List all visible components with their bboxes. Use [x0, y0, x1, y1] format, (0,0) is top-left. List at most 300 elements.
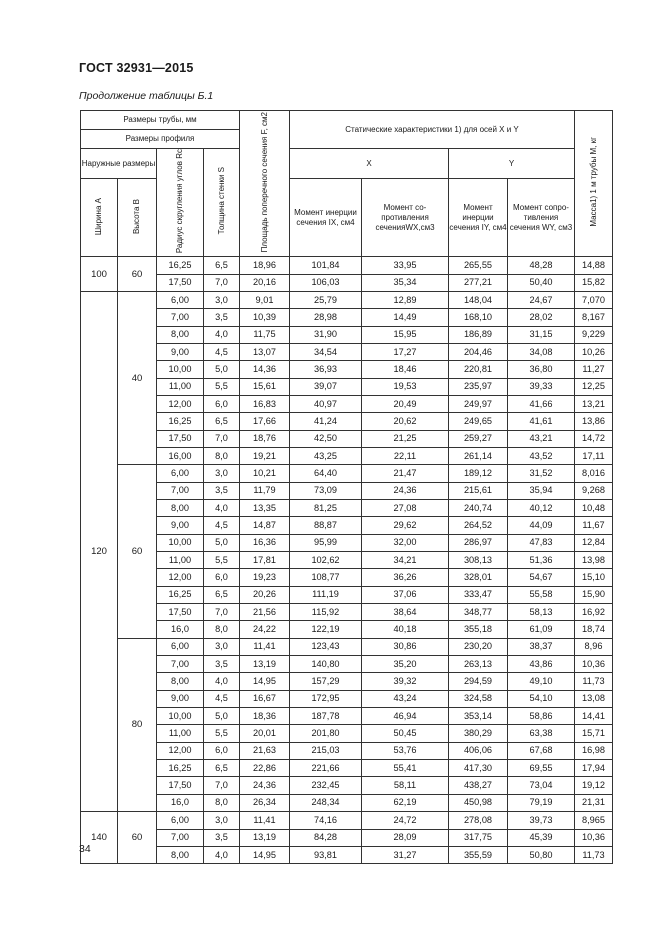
cell-wy: 58,86 — [508, 708, 575, 725]
header-area: Площадь поперечного сечения F, см2 — [240, 111, 290, 257]
cell-ix: 36,93 — [290, 361, 362, 378]
page-number: 34 — [79, 843, 91, 855]
table-row — [81, 586, 613, 603]
cell-mass: 8,965 — [575, 812, 613, 829]
cell-radius: 7,00 — [157, 829, 204, 846]
cell-wy: 34,08 — [508, 343, 575, 360]
header-wy: Момент сопро- тивления сечения WY, см3 — [508, 179, 575, 257]
cell-ix: 39,07 — [290, 378, 362, 395]
table-row — [81, 638, 613, 655]
cell-area: 22,86 — [240, 760, 290, 777]
cell-mass: 11,67 — [575, 517, 613, 534]
cell-area: 16,83 — [240, 395, 290, 412]
cell-mass: 13,98 — [575, 552, 613, 569]
cell-wx: 18,46 — [362, 361, 449, 378]
cell-iy: 168,10 — [449, 309, 508, 326]
cell-mass: 12,25 — [575, 378, 613, 395]
cell-wy: 40,12 — [508, 499, 575, 516]
cell-wy: 43,86 — [508, 656, 575, 673]
cell-radius: 16,0 — [157, 794, 204, 811]
cell-wx: 20,49 — [362, 395, 449, 412]
cell-wall: 5,5 — [204, 552, 240, 569]
cell-wall: 6,0 — [204, 395, 240, 412]
cell-wy: 28,02 — [508, 309, 575, 326]
cell-wy: 43,52 — [508, 447, 575, 464]
cell-area: 13,35 — [240, 499, 290, 516]
table-row — [81, 604, 613, 621]
cell-wy: 47,83 — [508, 534, 575, 551]
cell-area: 18,76 — [240, 430, 290, 447]
header-profile-sizes: Размеры профиля — [81, 130, 240, 149]
cell-ix: 122,19 — [290, 621, 362, 638]
header-iy: Момент инерции сечения IY, см4 — [449, 179, 508, 257]
cell-wx: 37,06 — [362, 586, 449, 603]
cell-width: 100 — [81, 257, 118, 292]
cell-ix: 248,34 — [290, 794, 362, 811]
cell-mass: 14,88 — [575, 257, 613, 274]
cell-ix: 41,24 — [290, 413, 362, 430]
cell-area: 21,63 — [240, 742, 290, 759]
cell-height: 60 — [118, 812, 157, 864]
cell-area: 11,79 — [240, 482, 290, 499]
cell-radius: 16,00 — [157, 447, 204, 464]
cell-mass: 14,41 — [575, 708, 613, 725]
cell-wy: 63,38 — [508, 725, 575, 742]
cell-iy: 215,61 — [449, 482, 508, 499]
cell-ix: 74,16 — [290, 812, 362, 829]
cell-wy: 69,55 — [508, 760, 575, 777]
cell-mass: 9,268 — [575, 482, 613, 499]
cell-area: 20,26 — [240, 586, 290, 603]
cell-wx: 12,89 — [362, 291, 449, 308]
table-row — [81, 395, 613, 412]
cell-area: 14,87 — [240, 517, 290, 534]
table-row — [81, 309, 613, 326]
cell-iy: 450,98 — [449, 794, 508, 811]
cell-area: 11,41 — [240, 638, 290, 655]
cell-mass: 8,016 — [575, 465, 613, 482]
cell-iy: 261,14 — [449, 447, 508, 464]
cell-mass: 10,48 — [575, 499, 613, 516]
cell-iy: 308,13 — [449, 552, 508, 569]
header-outer-sizes: Наружные размеры — [81, 149, 157, 179]
document-standard: ГОСТ 32931—2015 — [79, 61, 194, 75]
table-row — [81, 690, 613, 707]
table-row — [81, 621, 613, 638]
cell-height: 60 — [118, 257, 157, 292]
cell-wall: 7,0 — [204, 604, 240, 621]
cell-ix: 34,54 — [290, 343, 362, 360]
cell-mass: 21,31 — [575, 794, 613, 811]
cell-mass: 11,73 — [575, 846, 613, 863]
cell-ix: 40,97 — [290, 395, 362, 412]
cell-radius: 17,50 — [157, 604, 204, 621]
cell-radius: 10,00 — [157, 534, 204, 551]
table-row — [81, 378, 613, 395]
cell-wall: 4,5 — [204, 343, 240, 360]
cell-wall: 5,5 — [204, 378, 240, 395]
table-row — [81, 326, 613, 343]
header-x-axis: X — [290, 149, 449, 179]
cell-iy: 264,52 — [449, 517, 508, 534]
cell-wy: 48,28 — [508, 257, 575, 274]
table-row — [81, 846, 613, 863]
cell-ix: 232,45 — [290, 777, 362, 794]
cell-height: 60 — [118, 465, 157, 638]
cell-ix: 28,98 — [290, 309, 362, 326]
cell-wx: 53,76 — [362, 742, 449, 759]
cell-area: 17,81 — [240, 552, 290, 569]
cell-wall: 7,0 — [204, 777, 240, 794]
cell-mass: 18,74 — [575, 621, 613, 638]
cell-radius: 6,00 — [157, 638, 204, 655]
cell-wy: 35,94 — [508, 482, 575, 499]
cell-mass: 13,86 — [575, 413, 613, 430]
cell-area: 18,96 — [240, 257, 290, 274]
cell-ix: 43,25 — [290, 447, 362, 464]
cell-area: 10,21 — [240, 465, 290, 482]
cell-radius: 16,0 — [157, 621, 204, 638]
cell-wx: 33,95 — [362, 257, 449, 274]
cell-iy: 278,08 — [449, 812, 508, 829]
cell-radius: 6,00 — [157, 291, 204, 308]
cell-area: 15,61 — [240, 378, 290, 395]
cell-radius: 9,00 — [157, 517, 204, 534]
cell-mass: 11,73 — [575, 673, 613, 690]
table-row — [81, 552, 613, 569]
cell-ix: 88,87 — [290, 517, 362, 534]
cell-iy: 380,29 — [449, 725, 508, 742]
table-row — [81, 361, 613, 378]
cell-wx: 19,53 — [362, 378, 449, 395]
cell-iy: 189,12 — [449, 465, 508, 482]
table-row — [81, 413, 613, 430]
cell-area: 20,01 — [240, 725, 290, 742]
cell-area: 11,41 — [240, 812, 290, 829]
cell-wx: 50,45 — [362, 725, 449, 742]
cell-wall: 5,5 — [204, 725, 240, 742]
cell-radius: 16,25 — [157, 413, 204, 430]
cell-wx: 32,00 — [362, 534, 449, 551]
cell-iy: 328,01 — [449, 569, 508, 586]
cell-radius: 12,00 — [157, 395, 204, 412]
cell-area: 10,39 — [240, 309, 290, 326]
cell-wall: 4,5 — [204, 517, 240, 534]
cell-iy: 294,59 — [449, 673, 508, 690]
cell-wx: 36,26 — [362, 569, 449, 586]
cell-ix: 201,80 — [290, 725, 362, 742]
cell-wy: 31,52 — [508, 465, 575, 482]
cell-ix: 115,92 — [290, 604, 362, 621]
header-static: Статические характеристики 1) для осей X и Y — [290, 111, 575, 149]
cell-wy: 79,19 — [508, 794, 575, 811]
cell-wall: 6,5 — [204, 760, 240, 777]
cell-radius: 12,00 — [157, 569, 204, 586]
cell-mass: 15,90 — [575, 586, 613, 603]
table-row — [81, 708, 613, 725]
table-row — [81, 777, 613, 794]
table-row — [81, 829, 613, 846]
cell-iy: 286,97 — [449, 534, 508, 551]
cell-wy: 39,73 — [508, 812, 575, 829]
cell-wall: 5,0 — [204, 534, 240, 551]
cell-area: 26,34 — [240, 794, 290, 811]
cell-wy: 39,33 — [508, 378, 575, 395]
cell-ix: 108,77 — [290, 569, 362, 586]
cell-mass: 10,36 — [575, 656, 613, 673]
table-row — [81, 760, 613, 777]
cell-wx: 58,11 — [362, 777, 449, 794]
cell-wall: 8,0 — [204, 794, 240, 811]
cell-wy: 55,58 — [508, 586, 575, 603]
cell-wx: 39,32 — [362, 673, 449, 690]
cell-iy: 220,81 — [449, 361, 508, 378]
cell-area: 24,22 — [240, 621, 290, 638]
cell-ix: 81,25 — [290, 499, 362, 516]
cell-iy: 353,14 — [449, 708, 508, 725]
table-row — [81, 447, 613, 464]
header-wall: Толщина стенки S — [204, 149, 240, 257]
cell-area: 24,36 — [240, 777, 290, 794]
cell-mass: 15,82 — [575, 274, 613, 291]
cell-ix: 111,19 — [290, 586, 362, 603]
cell-radius: 17,50 — [157, 430, 204, 447]
cell-ix: 93,81 — [290, 846, 362, 863]
cell-iy: 438,27 — [449, 777, 508, 794]
cell-mass: 15,71 — [575, 725, 613, 742]
table-row — [81, 257, 613, 274]
cell-wall: 7,0 — [204, 274, 240, 291]
cell-mass: 13,08 — [575, 690, 613, 707]
cell-radius: 8,00 — [157, 673, 204, 690]
cell-wx: 24,72 — [362, 812, 449, 829]
header-width: Ширина A — [81, 179, 118, 257]
cell-wall: 3,5 — [204, 482, 240, 499]
cell-wx: 31,27 — [362, 846, 449, 863]
cell-radius: 12,00 — [157, 742, 204, 759]
cell-wx: 34,21 — [362, 552, 449, 569]
cell-area: 14,36 — [240, 361, 290, 378]
cell-wy: 51,36 — [508, 552, 575, 569]
cell-wx: 24,36 — [362, 482, 449, 499]
cell-wall: 6,5 — [204, 257, 240, 274]
cell-wx: 35,20 — [362, 656, 449, 673]
cell-mass: 10,26 — [575, 343, 613, 360]
cell-area: 16,67 — [240, 690, 290, 707]
cell-wx: 21,25 — [362, 430, 449, 447]
cell-iy: 333,47 — [449, 586, 508, 603]
cell-iy: 186,89 — [449, 326, 508, 343]
cell-wy: 41,61 — [508, 413, 575, 430]
cell-mass: 10,36 — [575, 829, 613, 846]
cell-iy: 259,27 — [449, 430, 508, 447]
table-row — [81, 742, 613, 759]
cell-radius: 8,00 — [157, 846, 204, 863]
cell-area: 18,36 — [240, 708, 290, 725]
cell-height: 80 — [118, 638, 157, 811]
cell-radius: 6,00 — [157, 465, 204, 482]
table-body — [81, 257, 613, 864]
cell-wy: 36,80 — [508, 361, 575, 378]
cell-mass: 15,10 — [575, 569, 613, 586]
cell-wx: 38,64 — [362, 604, 449, 621]
cell-width: 120 — [81, 291, 118, 811]
cell-wall: 3,5 — [204, 309, 240, 326]
cell-ix: 221,66 — [290, 760, 362, 777]
cell-wall: 4,0 — [204, 499, 240, 516]
cell-wx: 30,86 — [362, 638, 449, 655]
table-continuation-caption: Продолжение таблицы Б.1 — [79, 90, 214, 102]
cell-ix: 215,03 — [290, 742, 362, 759]
cell-wall: 5,0 — [204, 708, 240, 725]
cell-iy: 277,21 — [449, 274, 508, 291]
table-row — [81, 482, 613, 499]
cell-area: 20,16 — [240, 274, 290, 291]
cell-area: 13,07 — [240, 343, 290, 360]
cell-wy: 24,67 — [508, 291, 575, 308]
cell-iy: 230,20 — [449, 638, 508, 655]
cell-wx: 20,62 — [362, 413, 449, 430]
cell-mass: 7,070 — [575, 291, 613, 308]
cell-radius: 7,00 — [157, 656, 204, 673]
cell-ix: 140,80 — [290, 656, 362, 673]
cell-mass: 17,11 — [575, 447, 613, 464]
cell-wy: 41,66 — [508, 395, 575, 412]
table-row — [81, 291, 613, 308]
cell-iy: 249,97 — [449, 395, 508, 412]
cell-iy: 348,77 — [449, 604, 508, 621]
cell-iy: 235,97 — [449, 378, 508, 395]
cell-wy: 45,39 — [508, 829, 575, 846]
cell-ix: 157,29 — [290, 673, 362, 690]
cell-wall: 3,5 — [204, 829, 240, 846]
cell-area: 19,21 — [240, 447, 290, 464]
cell-wall: 6,0 — [204, 569, 240, 586]
cell-iy: 355,18 — [449, 621, 508, 638]
cell-wy: 58,13 — [508, 604, 575, 621]
cell-iy: 265,55 — [449, 257, 508, 274]
header-mass: Масса1) 1 м трубы M, кг — [575, 111, 613, 257]
cell-radius: 17,50 — [157, 777, 204, 794]
cell-wall: 4,5 — [204, 690, 240, 707]
cell-area: 21,56 — [240, 604, 290, 621]
cell-radius: 6,00 — [157, 812, 204, 829]
cell-ix: 106,03 — [290, 274, 362, 291]
cell-wall: 8,0 — [204, 621, 240, 638]
cell-radius: 7,00 — [157, 309, 204, 326]
cell-wy: 43,21 — [508, 430, 575, 447]
cell-wy: 54,10 — [508, 690, 575, 707]
cell-radius: 9,00 — [157, 343, 204, 360]
cell-wy: 67,68 — [508, 742, 575, 759]
table-row — [81, 569, 613, 586]
cell-wall: 3,0 — [204, 465, 240, 482]
header-radius: Радиус скругления углов Rc — [157, 149, 204, 257]
cell-wx: 15,95 — [362, 326, 449, 343]
cell-radius: 8,00 — [157, 499, 204, 516]
table-row — [81, 656, 613, 673]
header-ix: Момент инерции сечения IX, см4 — [290, 179, 362, 257]
cell-wall: 6,5 — [204, 413, 240, 430]
cell-ix: 101,84 — [290, 257, 362, 274]
cell-mass: 19,12 — [575, 777, 613, 794]
cell-ix: 123,43 — [290, 638, 362, 655]
cell-wy: 73,04 — [508, 777, 575, 794]
cell-wx: 21,47 — [362, 465, 449, 482]
table-row — [81, 725, 613, 742]
header-wx: Момент со- противления сеченияWX,см3 — [362, 179, 449, 257]
cell-ix: 95,99 — [290, 534, 362, 551]
cell-wx: 17,27 — [362, 343, 449, 360]
cell-ix: 31,90 — [290, 326, 362, 343]
cell-area: 14,95 — [240, 673, 290, 690]
cell-radius: 11,00 — [157, 725, 204, 742]
cell-ix: 84,28 — [290, 829, 362, 846]
cell-wall: 7,0 — [204, 430, 240, 447]
cell-wall: 3,0 — [204, 812, 240, 829]
cell-radius: 16,25 — [157, 586, 204, 603]
cell-mass: 16,92 — [575, 604, 613, 621]
cell-wx: 43,24 — [362, 690, 449, 707]
cell-wall: 4,0 — [204, 846, 240, 863]
cell-wall: 6,0 — [204, 742, 240, 759]
table-row — [81, 673, 613, 690]
cell-iy: 204,46 — [449, 343, 508, 360]
cell-iy: 148,04 — [449, 291, 508, 308]
cell-mass: 12,84 — [575, 534, 613, 551]
table-row — [81, 430, 613, 447]
cell-iy: 324,58 — [449, 690, 508, 707]
table-row — [81, 794, 613, 811]
cell-width: 140 — [81, 812, 118, 864]
cell-mass: 16,98 — [575, 742, 613, 759]
cell-wall: 3,0 — [204, 291, 240, 308]
cell-ix: 73,09 — [290, 482, 362, 499]
table-row — [81, 812, 613, 829]
cell-ix: 102,62 — [290, 552, 362, 569]
cell-ix: 42,50 — [290, 430, 362, 447]
cell-wall: 8,0 — [204, 447, 240, 464]
cell-mass: 8,96 — [575, 638, 613, 655]
cell-iy: 240,74 — [449, 499, 508, 516]
cell-iy: 406,06 — [449, 742, 508, 759]
cell-radius: 10,00 — [157, 708, 204, 725]
cell-radius: 8,00 — [157, 326, 204, 343]
table-row — [81, 499, 613, 516]
cell-radius: 7,00 — [157, 482, 204, 499]
cell-ix: 25,79 — [290, 291, 362, 308]
table-row — [81, 517, 613, 534]
cell-wx: 55,41 — [362, 760, 449, 777]
cell-mass: 11,27 — [575, 361, 613, 378]
cell-wx: 62,19 — [362, 794, 449, 811]
cell-wx: 27,08 — [362, 499, 449, 516]
header-tube-sizes: Размеры трубы, мм — [81, 111, 240, 130]
cell-radius: 16,25 — [157, 257, 204, 274]
cell-area: 11,75 — [240, 326, 290, 343]
cell-wx: 14,49 — [362, 309, 449, 326]
gost-table — [80, 110, 613, 864]
table-row — [81, 534, 613, 551]
table-row — [81, 274, 613, 291]
cell-wy: 49,10 — [508, 673, 575, 690]
table-row — [81, 465, 613, 482]
cell-iy: 417,30 — [449, 760, 508, 777]
cell-mass: 8,167 — [575, 309, 613, 326]
cell-radius: 16,25 — [157, 760, 204, 777]
cell-area: 9,01 — [240, 291, 290, 308]
cell-area: 17,66 — [240, 413, 290, 430]
